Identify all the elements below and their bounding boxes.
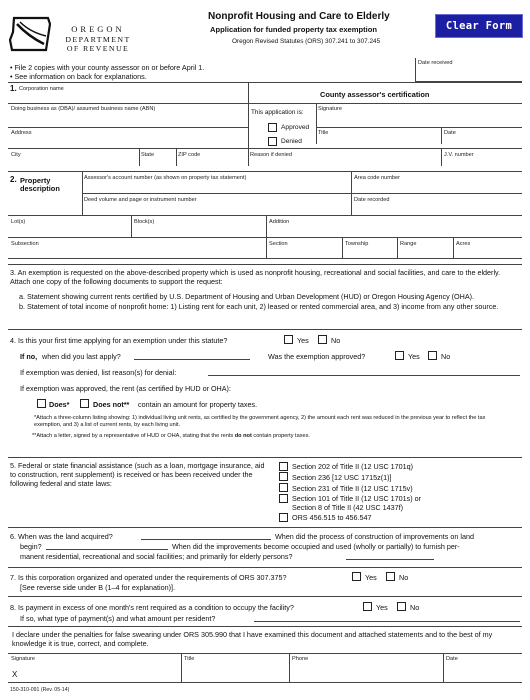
q4-approved-no-checkbox[interactable] [428,351,437,360]
q8-no-label: No [410,603,420,612]
sign-signature-label: Signature [11,656,35,662]
section-1-number: 1. [10,84,17,93]
state-label: State [141,152,155,158]
section-label: Section [269,241,288,247]
deed-volume-label: Deed volume and page or instrument number [84,197,197,203]
oregon-logo [8,12,133,54]
q7-note: [See reverse side under B (1–4 for explanation)]. [20,583,176,592]
section-2-number: 2. [10,175,17,184]
form-title: Nonprofit Housing and Care to Elderly [208,11,390,22]
lots-label: Lot(s) [11,219,26,225]
address-input[interactable] [12,136,244,148]
subsection-label: Subsection [11,241,39,247]
zip-label: ZIP code [178,152,201,158]
q4-does-not-checkbox[interactable] [80,399,89,408]
township-label: Township [345,241,369,247]
q5-option-4-checkbox[interactable] [279,494,288,503]
q5-option-2-checkbox[interactable] [279,472,288,481]
date-top-label: Date [444,130,456,136]
sign-title-label: Title [184,656,195,662]
addition-label: Addition [269,219,290,225]
blocks-label: Block(s) [134,219,155,225]
q4-note-2c: contain property taxes. [253,433,310,439]
q4-if-denied: If exemption was denied, list reason(s) for denial: [20,368,177,377]
q4-last-apply: when did you last apply? [42,352,121,361]
q4-approved-yes-checkbox[interactable] [395,351,404,360]
q5-option-1: Section 202 of Title II (12 USC 1701q) [292,462,414,471]
denied-checkbox[interactable] [268,137,277,146]
approved-label: Approved [281,124,310,131]
jv-number-label: J.V. number [444,152,474,158]
date-recorded-label: Date recorded [354,197,390,203]
q4-yes-checkbox[interactable] [284,335,293,344]
acres-label: Acres [456,241,471,247]
q6-land-acquired-input[interactable] [141,530,271,540]
q7-yes-checkbox[interactable] [352,572,361,581]
q5-option-3: Section 231 of Title II (12 USC 1715v) [292,484,413,493]
q8-yes-checkbox[interactable] [363,602,372,611]
q4-yes-label: Yes [297,336,309,345]
q4-approved-no-label: No [441,352,451,361]
q6-part-2: When did the process of construction of improvements on land [275,532,474,541]
title-input[interactable] [184,668,286,680]
q5-option-5: Section 8 of Title II (42 USC 1437f) [292,503,404,512]
corporation-name-label: Corporation name [19,86,64,92]
approved-checkbox[interactable] [268,123,277,132]
date-received-input[interactable] [418,68,518,80]
title-top-label: Title [318,130,329,136]
signature-input[interactable] [22,668,177,680]
q4-was-approved: Was the exemption approved? [268,352,366,361]
q4-does-checkbox[interactable] [37,399,46,408]
oregon-map-icon [8,14,54,54]
date-received-label: Date received [418,60,453,66]
q4-no-label: No [331,336,341,345]
q8-text: 8. Is payment in excess of one month's rent required as a condition to occupy the facility? [10,603,294,612]
q8-yes-label: Yes [376,603,388,612]
city-label: City [11,152,21,158]
q3-a: a. Statement showing current rents certified by U.S. Department of Housing and Urban Development (HUD) or Oregon Housing Agency (OHA). [19,292,475,301]
q4-denial-reason-input[interactable] [208,366,520,376]
instruction-1: • File 2 copies with your county assessor on or before April 1. [10,63,205,72]
logo-line-3: OF REVENUE [66,44,130,53]
date-input[interactable] [446,668,520,680]
sign-phone-label: Phone [292,656,309,662]
q6-part-1: 6. When was the land acquired? [10,532,113,541]
sign-date-label: Date [446,656,458,662]
dba-label: Doing business as (DBA)/ assumed business name (ABN) [11,106,156,112]
q6-part-5: manent residential, recreational and social facilities; and primarily for elderly persons? [20,552,293,561]
q7-no-checkbox[interactable] [386,572,395,581]
q5-option-6: ORS 456.515 to 456.547 [292,513,372,522]
q5-option-2: Section 236 [12 USC 1715z(1)] [292,473,392,482]
q8-follow: If so, what type of payment(s) and what amount per resident? [20,614,216,623]
q4-last-apply-input[interactable] [134,350,250,360]
q3-b: b. Statement of total income of nonprofit home: 1) Listing rent for each unit, 2) leased or rented commercial area, and 3) income from any other source. [19,302,499,311]
logo-line-1: OREGON [71,24,125,34]
clear-form-button[interactable]: Clear Form [435,14,523,38]
declaration-text: I declare under the penalties for false swearing under ORS 305.990 that I have examined this document and attached statements and to the best of my knowledge it is true, correct, and complete. [12,630,493,649]
q6-part-3: begin? [20,542,42,551]
dba-input[interactable] [12,113,244,125]
instruction-2: • See information on back for explanations. [10,72,147,81]
area-code-label: Area code number [354,175,401,181]
q4-note-1: *Attach a three-column listing showing: 1) individual living unit rents, as certified by the government agency, 2) the amount each rent was reduced in the previous year to reflect the tax exemption, and 3) a list of current rents, by each living unit. [34,415,486,428]
q5-text: 5. Federal or state financial assistance (such as a loan, mortgage insurance, aid to construction, rent supplement) is received or has been received under the following federal and state laws: [10,461,265,489]
denied-label: Denied [281,138,302,145]
q4-question: 4. Is this your first time applying for an exemption under this statute? [10,336,228,345]
q4-if-approved: If exemption was approved, the rent (as certified by HUD or OHA): [20,384,231,393]
q5-option-4: Section 101 of Title II (12 USC 1701s) or [292,494,422,503]
city-input[interactable] [12,157,136,166]
q7-no-label: No [399,573,409,582]
q6-construction-begin-input[interactable] [46,540,168,550]
q4-note-2 [32,433,310,440]
county-cert-heading: County assessor's certification [320,90,430,99]
form-statute: Oregon Revised Statutes (ORS) 307.241 to 307.245 [232,38,381,45]
application-is-label: This application is: [251,109,304,116]
corporation-name-input[interactable] [12,92,247,102]
address-label: Address [11,130,32,136]
form-number: 150-310-091 (Rev. 05-14) [10,687,70,693]
sign-x-mark: X [12,670,18,679]
q4-note-2a: **Attach a letter, signed by a representative of HUD or OHA, stating that the rents [32,433,234,439]
q8-no-checkbox[interactable] [397,602,406,611]
q7-yes-label: Yes [365,573,377,582]
reason-denied-label: Reason if denied [250,152,292,158]
q7-text: 7. Is this corporation organized and operated under the requirements of ORS 307.375? [10,573,287,582]
q3-text: 3. An exemption is requested on the above-described property which is used as nonprofit housing, recreational and social facilities, and care to the elderly. Attach one copy of the following documents to support the request: [10,268,501,287]
q4-if-no: If no, [20,352,38,361]
property-label-2: description [20,184,60,193]
q4-note-2b: do not [234,433,252,439]
q4-approved-yes-label: Yes [408,352,420,361]
phone-input[interactable] [292,668,440,680]
q4-does-label: Does* [49,400,70,409]
assessor-account-label: Assessor's account number (as shown on property tax statement) [84,175,247,181]
q6-part-4: When did the improvements become occupied and used (wholly or partially) to furnish per- [172,542,460,551]
q4-contain-text: contain an amount for property taxes. [138,400,258,409]
property-label-1: Property [20,176,51,185]
range-label: Range [400,241,417,247]
assessor-signature-input[interactable] [320,113,518,125]
q5-option-1-checkbox[interactable] [279,462,288,471]
q5-option-3-checkbox[interactable] [279,483,288,492]
q8-payment-input[interactable] [254,612,520,622]
q4-no-checkbox[interactable] [318,335,327,344]
q6-occupied-input[interactable] [346,550,434,560]
logo-line-2: DEPARTMENT [65,35,131,44]
signature-top-label: Signature [318,106,342,112]
form-subtitle: Application for funded property tax exemption [210,25,378,34]
q4-does-not-label: Does not** [93,400,130,409]
q5-option-6-checkbox[interactable] [279,513,288,522]
